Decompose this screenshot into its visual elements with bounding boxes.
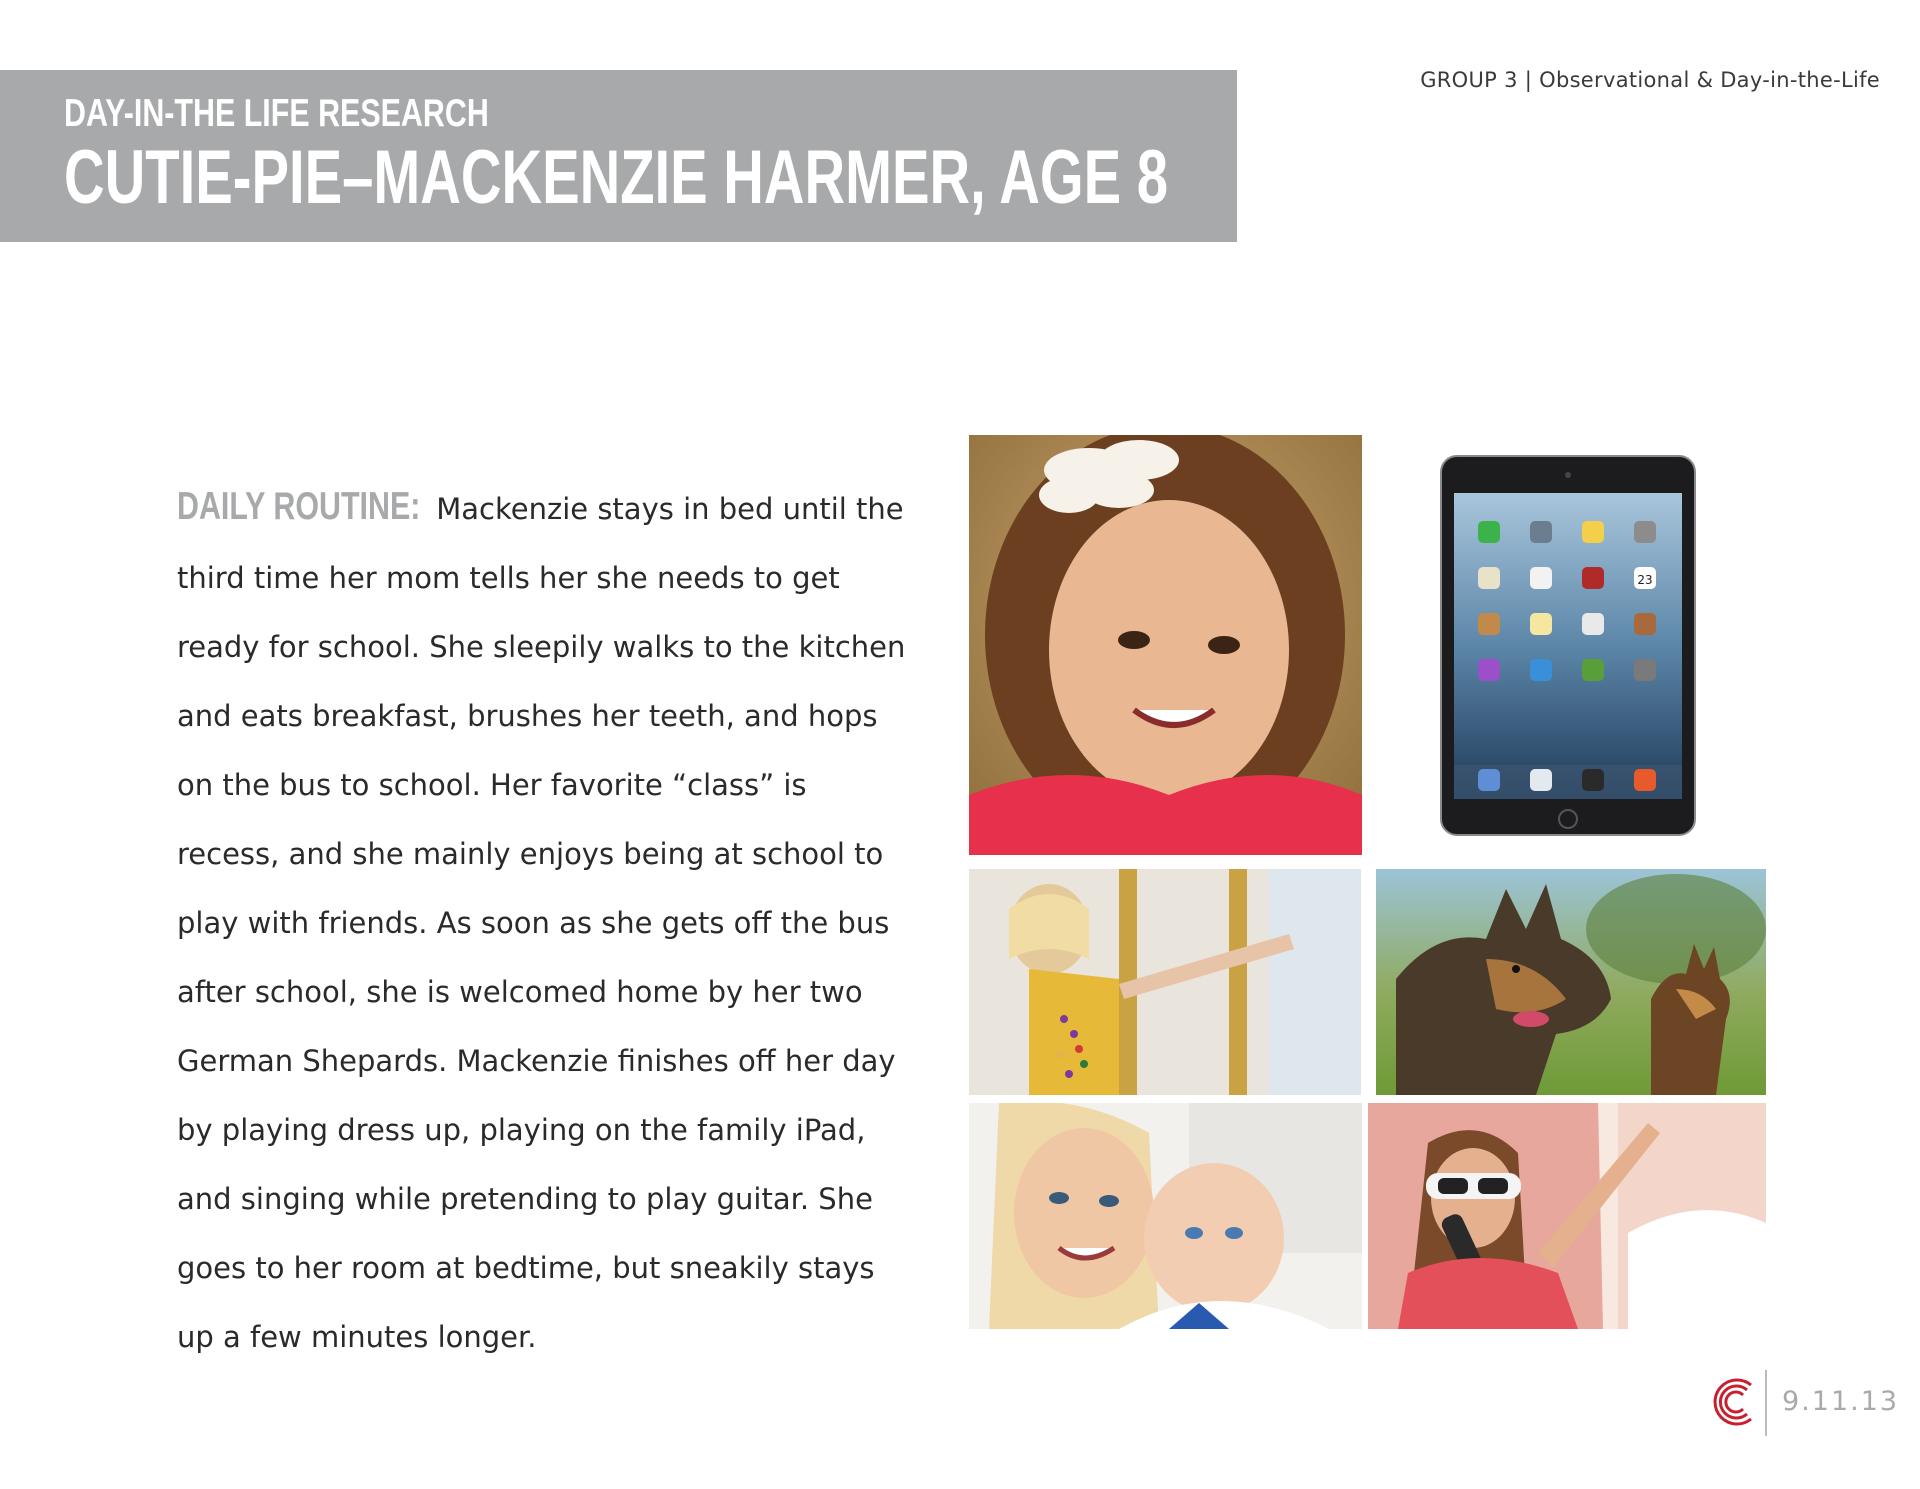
- photo-german-shepherds: [1376, 869, 1766, 1095]
- company-logo: [1707, 1373, 1757, 1431]
- daily-routine-paragraph: [177, 472, 917, 1372]
- footer-date: 9.11.13: [1782, 1386, 1900, 1417]
- photo-dress-up: [969, 869, 1361, 1095]
- photo-ipad: [1440, 455, 1696, 836]
- daily-routine-text: Mackenzie stays in bed until the third time her mom tells her she needs to get ready for school. She sleepily walks to the kitchen and eats breakfast, brushes her teeth, and hops on the bus to school. Her favorite “class” is recess, and she mainly enjoys being at school to play with friends. As soon as she gets off the bus after school, she is welcomed home by her two German Shepards. Mackenzie finishes off her day by playing dress up, playing on the family iPad, and singing while pretending to play guitar. She goes to her room at bedtime, but sneakily stays up a few minutes longer.: [177, 492, 906, 1354]
- calendar-day-text: 23: [1637, 573, 1653, 587]
- photo-girl-with-doll: [969, 1103, 1362, 1329]
- group-label: GROUP 3 | Observational & Day-in-the-Life: [1420, 68, 1880, 92]
- photo-singing-girl: [1368, 1103, 1766, 1329]
- page-title: CUTIE-PIE–MACKENZIE HARMER, AGE 8: [64, 135, 1169, 220]
- daily-routine-label: DAILY ROUTINE:: [177, 485, 421, 528]
- header-kicker: DAY-IN-THE LIFE RESEARCH: [64, 92, 489, 135]
- photo-girl-portrait: [969, 435, 1362, 855]
- footer-divider: [1765, 1370, 1767, 1436]
